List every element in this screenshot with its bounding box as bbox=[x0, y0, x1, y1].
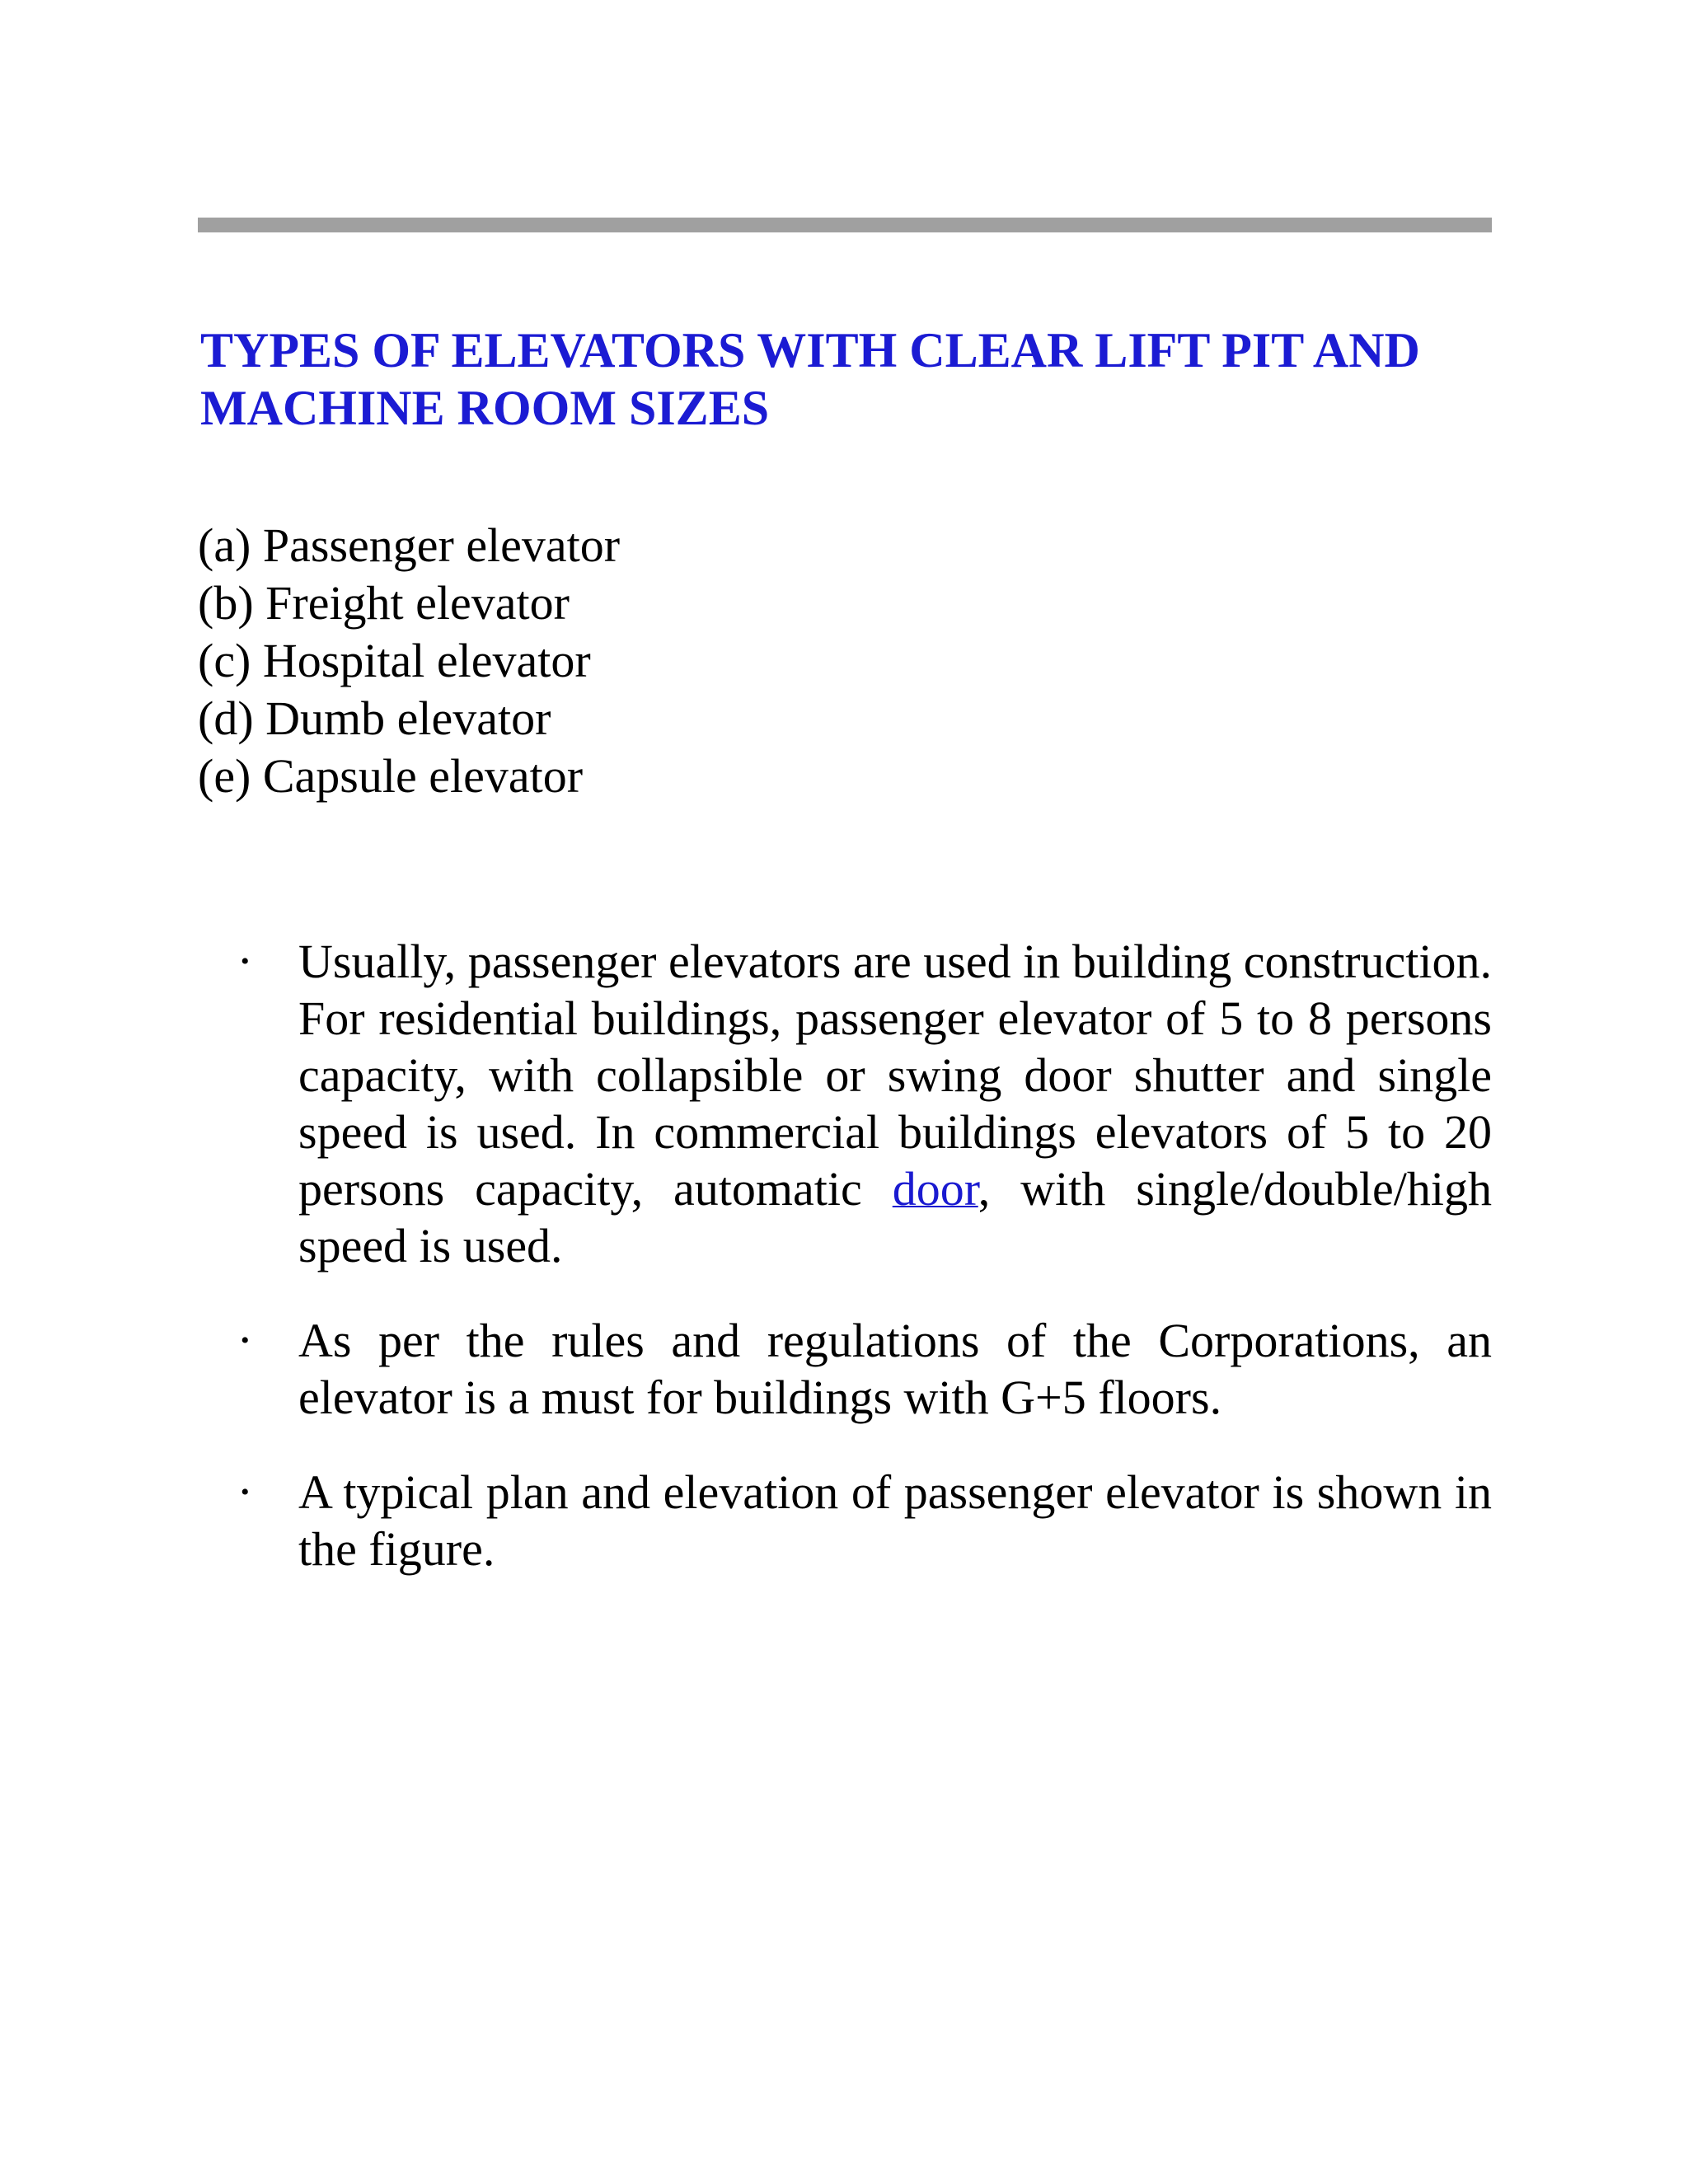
bullet-text: Usually, passenger elevators are used in building construction. For residential buildings, passenger elevator of 5 to 8 persons capacity, with collapsible or swing door shutter and single speed is used. In commercial buildings elevators of 5 to 20 persons capacity, automatic bbox=[298, 935, 1492, 1216]
bullet-item-regulations bbox=[243, 1312, 1492, 1426]
bullet-icon: • bbox=[241, 1327, 250, 1354]
elevator-type-item: (e) Capsule elevator bbox=[198, 749, 584, 803]
elevator-type-item: (c) Hospital elevator bbox=[198, 634, 591, 687]
elevator-type-item: (d) Dumb elevator bbox=[198, 691, 551, 745]
door-link[interactable]: door bbox=[892, 1162, 978, 1216]
bullet-item-passenger-usage bbox=[243, 933, 1492, 1274]
bullet-text: , with single/double/high speed is used. bbox=[298, 1162, 1493, 1272]
horizontal-rule bbox=[198, 218, 1492, 232]
elevator-type-item: (a) Passenger elevator bbox=[198, 518, 621, 572]
elevator-types-list bbox=[198, 517, 620, 805]
bullet-icon: • bbox=[241, 948, 250, 975]
elevator-type-item: (b) Freight elevator bbox=[198, 576, 570, 630]
bullet-icon: • bbox=[241, 1479, 250, 1506]
bullet-item-figure-note bbox=[243, 1464, 1492, 1577]
bullet-text: As per the rules and regulations of the Corporations, an elevator is a must for buildings with G+5 floors. bbox=[298, 1314, 1492, 1424]
page-heading: TYPES OF ELEVATORS WITH CLEAR LIFT PIT AND MACHINE ROOM SIZES bbox=[200, 323, 1420, 435]
bullet-list bbox=[243, 933, 1492, 1577]
bullet-text: A typical plan and elevation of passenger elevator is shown in the figure. bbox=[298, 1465, 1492, 1576]
